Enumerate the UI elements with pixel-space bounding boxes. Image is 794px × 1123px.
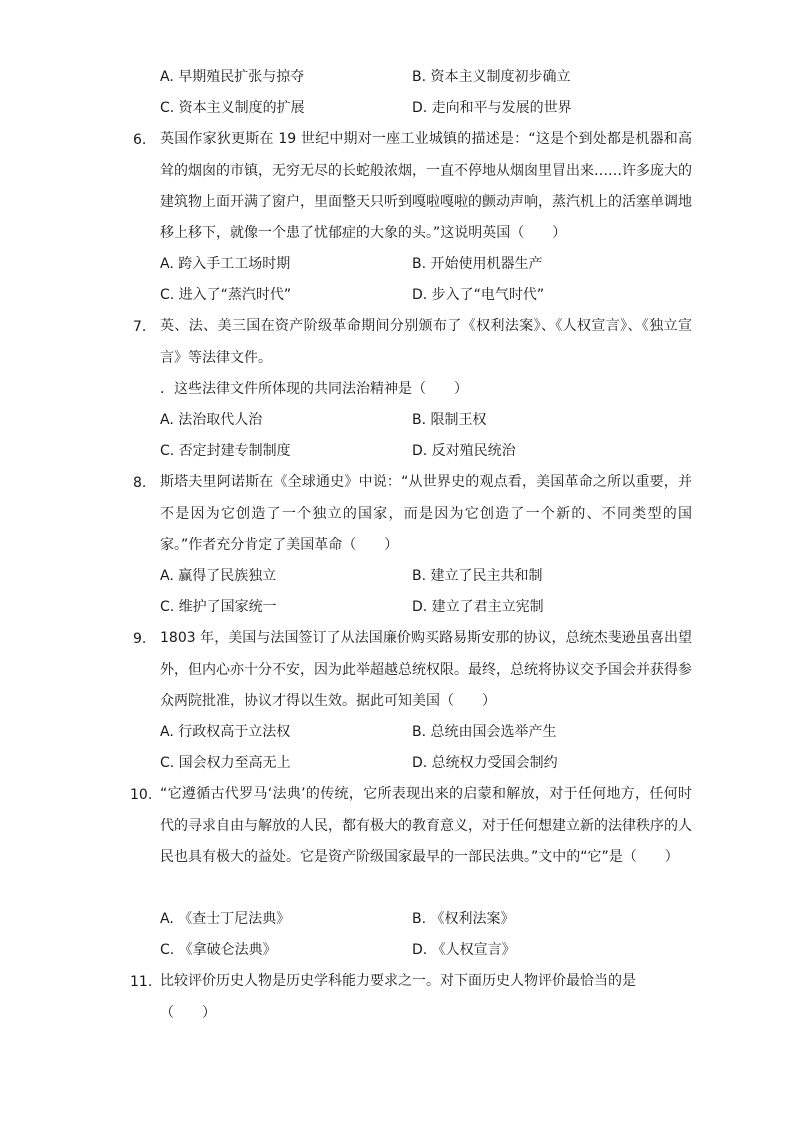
q5-options-row-2	[160, 97, 680, 119]
q9-option-a[interactable]: A. 行政权高于立法权	[160, 724, 291, 740]
q8-options-row-1	[160, 565, 680, 587]
q6-option-d[interactable]: D. 步入了“电气时代”	[412, 287, 545, 303]
q10-option-b[interactable]: B. 《权利法案》	[412, 911, 515, 927]
question-6-text: 英国作家狄更斯在 19 世纪中期对一座工业城镇的描述是：“这是个到处都是机器和高耸的烟囱的市镇，无穷无尽的长蛇般浓烟，一直不停地从烟囱里冒出来……许多庞大的建筑物上面开满了窗户，里面整天只听到嘎啦嘎啦的颤动声响，蒸汽机上的活塞单调地移上移下，就像一个患了忧郁症的大象的头。”这说明英国（ ）	[160, 131, 692, 242]
q10-options-row-2	[160, 939, 680, 961]
q7-option-a[interactable]: A. 法治取代人治	[160, 412, 263, 428]
q7-options-row-1	[160, 409, 680, 431]
q8-option-c[interactable]: C. 维护了国家统一	[160, 599, 277, 615]
q10-option-a[interactable]: A. 《查士丁尼法典》	[160, 911, 291, 927]
question-6-number: 6.	[133, 132, 147, 148]
q8-options-row-2	[160, 596, 680, 618]
q10-option-c[interactable]: C. 《拿破仑法典》	[160, 942, 277, 958]
question-8-number: 8.	[133, 475, 147, 491]
question-8-text: 斯塔夫里阿诺斯在《全球通史》中说：“从世界史的观点看，美国革命之所以重要，并不是因为它创造了一个独立的国家，而是因为它创造了一个新的、不同类型的国家。”作者充分肯定了美国革命（ ）	[160, 474, 692, 553]
q6-options-row-1	[160, 253, 680, 275]
q6-option-c[interactable]: C. 进入了“蒸汽时代”	[160, 287, 292, 303]
q9-option-b[interactable]: B. 总统由国会选举产生	[412, 724, 557, 740]
q9-option-c[interactable]: C. 国会权力至高无上	[160, 755, 291, 771]
q8-option-b[interactable]: B. 建立了民主共和制	[412, 568, 543, 584]
question-11-number: 11.	[130, 974, 153, 990]
q6-option-b[interactable]: B. 开始使用机器生产	[412, 256, 543, 272]
question-10-number: 10.	[130, 787, 153, 803]
question-11-answer-paren: （ ）	[160, 1005, 216, 1021]
q5-option-d[interactable]: D. 走向和平与发展的世界	[412, 100, 572, 116]
question-9-number: 9.	[133, 631, 147, 647]
q9-options-row-1	[160, 721, 680, 743]
q5-option-a[interactable]: A. 早期殖民扩张与掠夺	[160, 69, 305, 85]
question-9-text: 1803 年，美国与法国签订了从法国廉价购买路易斯安那的协议，总统杰斐逊虽喜出望外，但内心亦十分不安，因为此举超越总统权限。最终，总统将协议交予国会并获得参众两院批准，协议才得以生效。据此可知美国（ ）	[160, 630, 692, 709]
question-7-subtext: ．这些法律文件所体现的共同法治精神是（ ）	[160, 381, 468, 397]
q8-option-a[interactable]: A. 赢得了民族独立	[160, 568, 277, 584]
q10-options-row-1	[160, 908, 680, 930]
q5-option-c[interactable]: C. 资本主义制度的扩展	[160, 100, 305, 116]
q7-options-row-2	[160, 440, 680, 462]
q9-options-row-2	[160, 752, 680, 774]
q6-option-a[interactable]: A. 跨入手工工场时期	[160, 256, 291, 272]
question-7-text: 英、法、美三国在资产阶级革命期间分别颁布了《权利法案》、《人权宣言》、《独立宣言》等法律文件。	[160, 318, 692, 366]
q5-option-b[interactable]: B. 资本主义制度初步确立	[412, 69, 571, 85]
q6-options-row-2	[160, 284, 680, 306]
q7-option-b[interactable]: B. 限制王权	[412, 412, 487, 428]
q5-options-row-1	[160, 66, 680, 88]
q7-option-c[interactable]: C. 否定封建专制制度	[160, 443, 291, 459]
q9-option-d[interactable]: D. 总统权力受国会制约	[412, 755, 558, 771]
question-10-text: “它遵循古代罗马‘法典’的传统，它所表现出来的启蒙和解放，对于任何地方，任何时代的寻求自由与解放的人民，都有极大的教育意义，对于任何想建立新的法律秩序的人民也具有极大的益处。它是资产阶级国家最早的一部民法典。”文中的“它”是（ ）	[160, 786, 692, 865]
question-11-text: 比较评价历史人物是历史学科能力要求之一。对下面历史人物评价最恰当的是	[160, 973, 636, 990]
question-7-number: 7.	[133, 319, 147, 335]
q10-option-d[interactable]: D. 《人权宣言》	[412, 942, 516, 958]
q7-option-d[interactable]: D. 反对殖民统治	[412, 443, 516, 459]
q8-option-d[interactable]: D. 建立了君主立宪制	[412, 599, 544, 615]
